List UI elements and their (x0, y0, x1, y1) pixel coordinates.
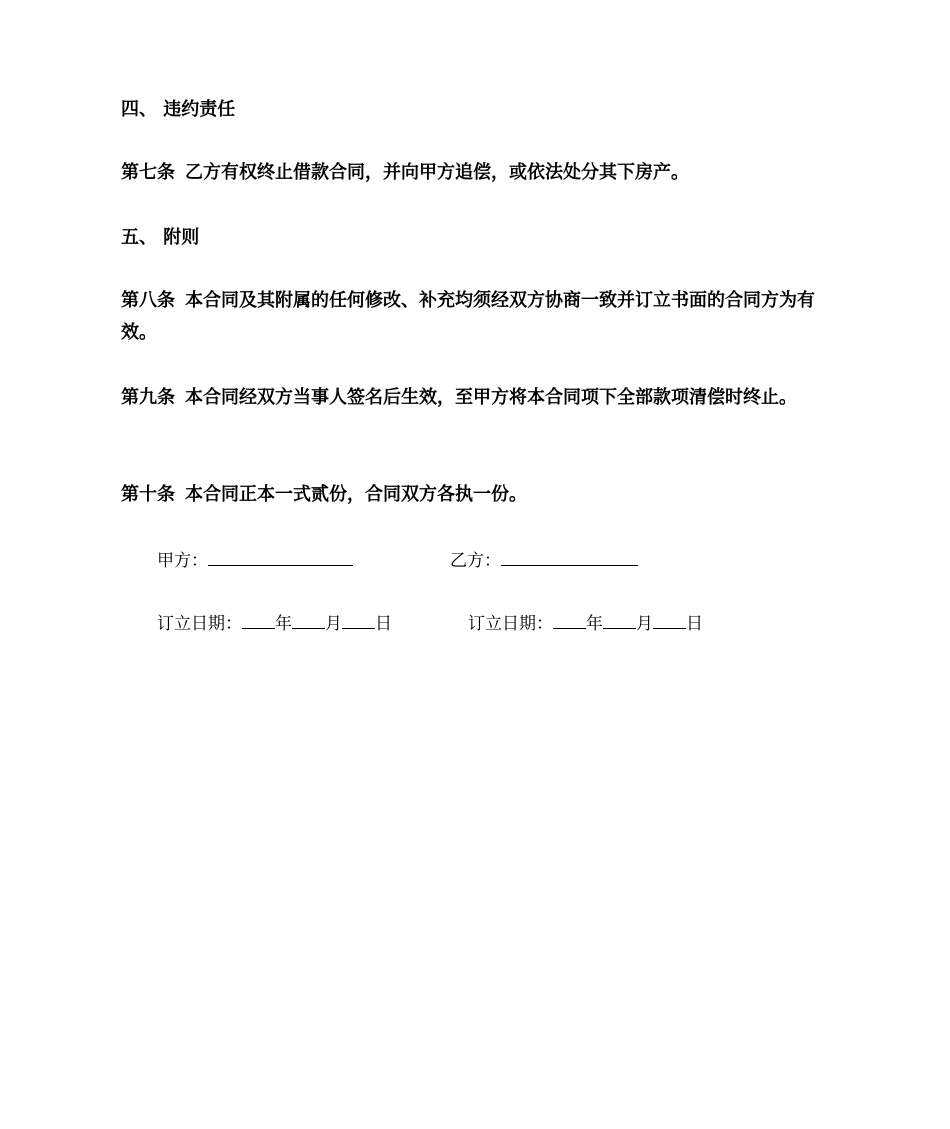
date-label: 订立日期： (157, 614, 242, 634)
clause-8 (121, 285, 833, 349)
clause-text: 本合同及其附属的任何修改、补充均须经双方协商一致并订立书面的合同方为有效。 (121, 290, 815, 343)
party-a-date (157, 610, 392, 636)
day-label: 日 (686, 614, 703, 634)
clause-text: 本合同正本一式贰份，合同双方各执一份。 (185, 484, 527, 505)
month-label: 月 (325, 614, 342, 634)
party-a-label: 甲方： (157, 551, 208, 571)
party-a-signature-line (208, 547, 353, 566)
year-blank (242, 610, 275, 629)
clause-9 (121, 382, 833, 414)
day-blank (342, 610, 375, 629)
party-b-signature (450, 547, 638, 573)
party-b-date (468, 610, 703, 636)
section-heading-appendix: 五、 附则 (121, 227, 200, 248)
day-label: 日 (375, 614, 392, 634)
party-a-signature (157, 547, 353, 573)
day-blank (653, 610, 686, 629)
section-heading-breach: 四、 违约责任 (121, 99, 236, 120)
clause-number: 第七条 (121, 162, 175, 183)
month-blank (292, 610, 325, 629)
date-label: 订立日期： (468, 614, 553, 634)
clause-number: 第十条 (121, 484, 175, 505)
year-label: 年 (275, 614, 292, 634)
clause-text: 本合同经双方当事人签名后生效，至甲方将本合同项下全部款项清偿时终止。 (185, 387, 797, 408)
clause-text: 乙方有权终止借款合同，并向甲方追偿，或依法处分其下房产。 (185, 162, 689, 183)
clause-number: 第八条 (121, 290, 175, 311)
party-b-signature-line (501, 547, 638, 566)
year-label: 年 (586, 614, 603, 634)
clause-number: 第九条 (121, 387, 175, 408)
month-label: 月 (636, 614, 653, 634)
party-b-label: 乙方： (450, 551, 501, 571)
year-blank (553, 610, 586, 629)
month-blank (603, 610, 636, 629)
clause-10 (121, 479, 833, 511)
clause-7 (121, 157, 833, 189)
